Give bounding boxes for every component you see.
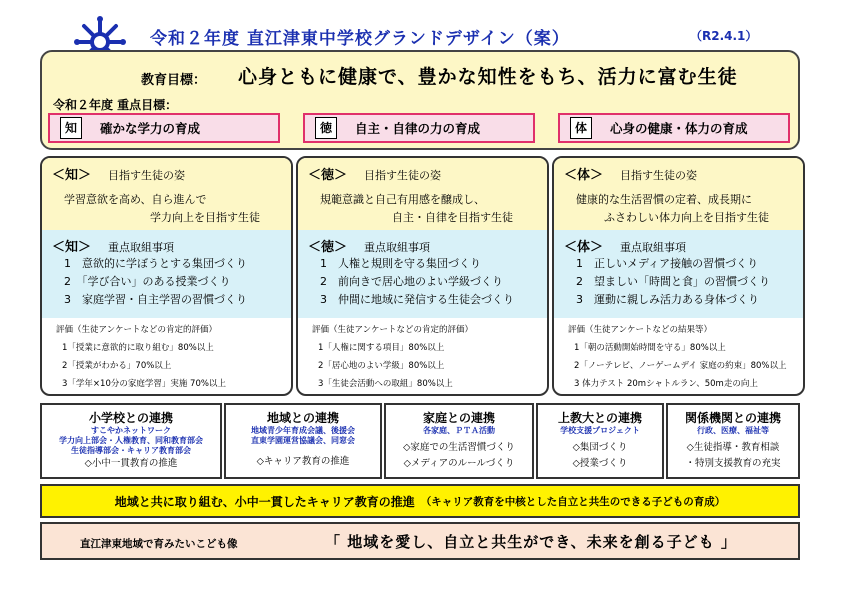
eval-item: 2「ノーテレビ、ノーゲームデイ 家庭の約束」80%以上 (574, 361, 787, 371)
focus-text: 確かな学力の育成 (100, 121, 201, 136)
column-sub: 重点取組事項 (108, 241, 174, 254)
eval-item: 1「朝の活動開始時間を守る」80%以上 (574, 343, 726, 353)
focus-kanji: 体 (570, 117, 592, 139)
coop-sub: 直東学園運営協議会、同窓会 (251, 436, 355, 445)
list-item: 1 人権と規則を守る集団づくり (320, 257, 481, 270)
column-head: ＜体＞ (564, 240, 604, 255)
focus-item-body (558, 113, 790, 143)
goal-text: 心身ともに健康で、豊かな知性をもち、活力に富む生徒 (238, 66, 738, 88)
page-title: 令和２年度 直江津東中学校グランドデザイン（案） (150, 29, 570, 49)
coop-sub: 学力向上部会・人権教育、同和教育部会 (59, 436, 203, 445)
column-sub: 目指す生徒の姿 (108, 169, 185, 182)
list-item: 3 運動に親しみ活力ある身体づくり (576, 293, 759, 306)
coop-elementary (40, 403, 222, 479)
coop-body: ◇小中一貫教育の推進 (84, 458, 178, 469)
eval-item: 1「授業に意欲的に取り組む」80%以上 (62, 343, 214, 353)
eval-item: 3「生徒会活動への取組」80%以上 (318, 379, 453, 389)
coop-body: ◇メディアのルールづくり (403, 458, 515, 469)
coop-sub: 学校支援プロジェクト (560, 426, 640, 435)
ideal-child-text: 「 地域を愛し、自立と共生ができ、未来を創る子ども 」 (325, 533, 737, 551)
list-item: 2 前向きで居心地のよい学級づくり (320, 275, 503, 288)
coop-body: ◇家庭での生活習慣づくり (403, 442, 515, 453)
coop-sub: すこやかネットワーク (91, 426, 171, 435)
coop-title: 関係機関との連携 (684, 411, 781, 425)
coop-body: ◇授業づくり (572, 458, 628, 469)
eval-item: 2「居心地のよい学級」80%以上 (318, 361, 445, 371)
column-head: ＜体＞ (564, 168, 604, 183)
column-head: ＜知＞ (52, 240, 92, 255)
column-desc: 学習意欲を高め、自ら進んで (64, 193, 207, 206)
ideal-child-label: 直江津東地域で育みたいこども像 (80, 538, 238, 550)
list-item: 2 望ましい「時間と食」の習慣づくり (576, 275, 770, 288)
focus-label: 令和２年度 重点目標： (53, 98, 178, 112)
eval-item: 2「授業がわかる」70%以上 (62, 361, 172, 371)
column-sub: 目指す生徒の姿 (620, 169, 697, 182)
eval-title: 評価（生徒アンケートなどの結果等） (568, 325, 712, 335)
list-item: 1 意欲的に学ぼうとする集団づくり (64, 257, 247, 270)
coop-body: ◇集団づくり (572, 442, 628, 453)
coop-title: 小学校との連携 (88, 411, 173, 425)
column-body (552, 156, 805, 396)
column-desc: ふさわしい体力向上を目指す生徒 (604, 211, 769, 224)
eval-item: 1「人権に関する項目」80%以上 (318, 343, 445, 353)
coop-title: 地域との連携 (266, 411, 339, 425)
column-desc: 学力向上を目指す生徒 (150, 211, 260, 224)
focus-text: 心身の健康・体力の育成 (610, 121, 748, 136)
coop-body: ◇生徒指導・教育相談 (686, 442, 780, 453)
column-head: ＜徳＞ (308, 168, 348, 183)
column-knowledge (40, 156, 293, 396)
eval-item: 3「学年×10分の家庭学習」実施 70%以上 (62, 379, 226, 389)
eval-title: 評価（生徒アンケートなどの肯定的評価） (312, 325, 473, 335)
coop-sub: 地域青少年育成会議、後援会 (251, 426, 355, 435)
band-note: （キャリア教育を中核とした自立と共生のできる子どもの育成） (420, 495, 726, 508)
column-desc: 自主・自律を目指す生徒 (392, 211, 513, 224)
column-sub: 目指す生徒の姿 (364, 169, 441, 182)
career-education-band (40, 484, 800, 518)
column-desc: 健康的な生活習慣の定着、成長期に (576, 193, 752, 206)
column-sub: 重点取組事項 (620, 241, 686, 254)
coop-sub: 各家庭、ＰＴＡ活動 (423, 426, 495, 435)
coop-body: ◇キャリア教育の推進 (256, 456, 350, 467)
list-item: 3 家庭学習・自主学習の習慣づくり (64, 293, 247, 306)
column-sub: 重点取組事項 (364, 241, 430, 254)
coop-university (536, 403, 664, 479)
coop-sub: 生徒指導部会・キャリア教育部会 (71, 446, 191, 455)
column-head: ＜知＞ (52, 168, 92, 183)
coop-family (384, 403, 534, 479)
coop-title: 家庭との連携 (422, 411, 495, 425)
coop-agencies (666, 403, 800, 479)
column-virtue (296, 156, 549, 396)
eval-title: 評価（生徒アンケートなどの肯定的評価） (56, 325, 217, 335)
list-item: 1 正しいメディア接触の習慣づくり (576, 257, 759, 270)
revision-date: （R2.4.1） (690, 29, 758, 43)
band-main: 地域と共に取り組む、小中一貫したキャリア教育の推進 (114, 494, 415, 509)
column-head: ＜徳＞ (308, 240, 348, 255)
list-item: 2 「学び合い」のある授業づくり (64, 275, 231, 288)
focus-item-virtue (303, 113, 535, 143)
coop-body: ・特別支援教育の充実 (685, 458, 781, 469)
coop-sub: 行政、医療、福祉等 (697, 426, 769, 435)
coop-title: 上教大との連携 (557, 411, 642, 425)
column-desc: 規範意識と自己有用感を醸成し、 (320, 193, 485, 206)
focus-text: 自主・自律の力の育成 (355, 121, 481, 136)
coop-community (224, 403, 382, 479)
focus-kanji: 知 (60, 117, 82, 139)
focus-kanji: 徳 (315, 117, 337, 139)
focus-item-knowledge (48, 113, 280, 143)
eval-item: 3 体力テスト 20mシャトルラン、50m走の向上 (574, 379, 758, 389)
list-item: 3 仲間に地域に発信する生徒会づくり (320, 293, 514, 306)
goal-label: 教育目標： (141, 73, 207, 88)
